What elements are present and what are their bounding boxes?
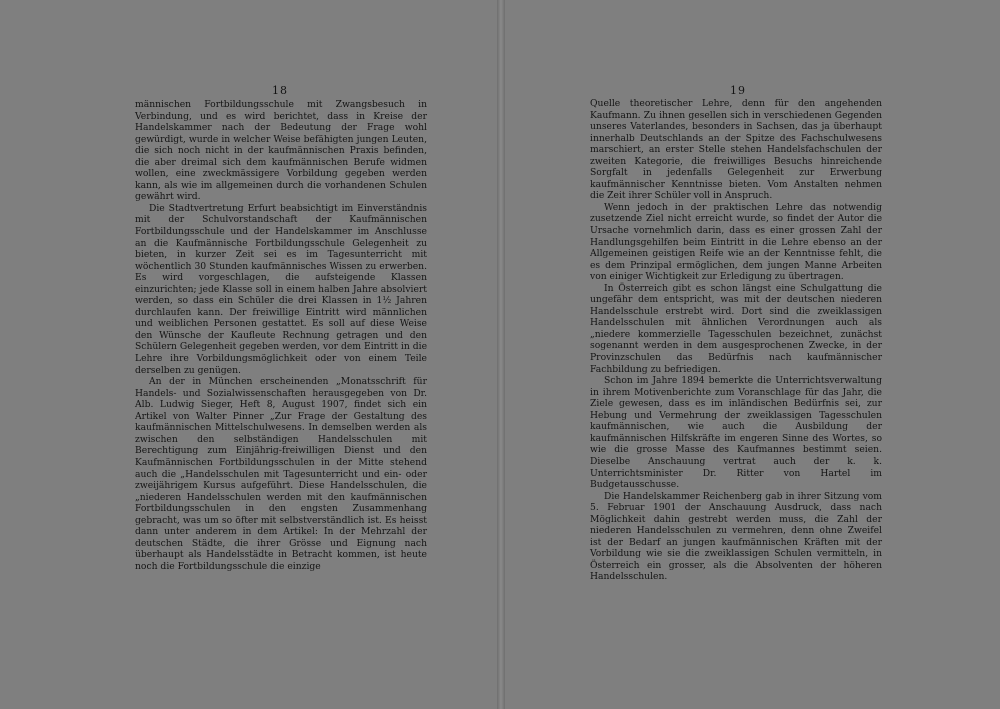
paragraph: Schon im Jahre 1894 bemerkte die Unterrichtsverwaltung in ihrem Motivenberichte zum Voranschlage für das Jahr, die Ziele gewesen, dass es im inländischen Bedürfnis sei, zur Hebung und Vermehrung der zweiklassigen Tagesschulen kaufmännischen, wie auch die Ausbildung der kaufmännischen Hilfskräfte im engeren Sinne des Wortes, so wie die grosse Masse des Kaufmannes bestimmt seien. Dieselbe Anschauung vertrat auch der k. k. Unterrichtsminister Dr. Ritter von Hartel im Budgetausschusse.	[590, 375, 882, 491]
paragraph: Wenn jedoch in der praktischen Lehre das notwendig zusetzende Ziel nicht erreicht wurde, so findet der Autor die Ursache vornehmlich darin, dass es einer grossen Zahl der Handlungsgehilfen beim Eintritt in die Lehre ebenso an der Allgemeinen geistigen Reife wie an der Kenntnisse fehlt, die es dem Prinzipal ermöglichen, dem jungen Manne Arbeiten von einiger Wichtigkeit zur Erledigung zu übertragen.	[590, 201, 882, 283]
page-number-left: 18	[272, 84, 288, 97]
page-number-right: 19	[730, 84, 746, 97]
paragraph: Die Handelskammer Reichenberg gab in ihrer Sitzung vom 5. Februar 1901 der Anschauung Ausdruck, dass nach Möglichkeit dahin gestrebt werden muss, die Zahl der niederen Handelsschulen zu vermehren, denn ohne Zweifel ist der Bedarf an jungen kaufmännischen Kräften mit der Vorbildung wie sie die zweiklassigen Schulen vermitteln, in Österreich ein grosser, als die Absolventen der höheren Handelsschulen.	[590, 490, 882, 583]
paragraph: Die Stadtvertretung Erfurt beabsichtigt im Einverständnis mit der Schulvorstandschaft der Kaufmännischen Fortbildungsschule und der Handelskammer im Anschlusse an die Kaufmännische Fortbildungsschule Gelegenheit zu bieten, in kurzer Zeit sei es im Tagesunterricht mit wöchentlich 30 Stunden kaufmännisches Wissen zu erwerben. Es wird vorgeschlagen, die aufsteigende Klassen einzurichten; jede Klasse soll in einem halben Jahre absolviert werden, so dass ein Schüler die drei Klassen in 1½ Jahren durchlaufen kann. Der freiwillige Eintritt wird männlichen und weiblichen Personen gestattet. Es soll auf diese Weise den Wünsche der Kaufleute Rechnung getragen und den Schülern Gelegenheit gegeben werden, vor dem Eintritt in die Lehre ihre Vorbildungsmöglichkeit oder von einem Teile derselben zu genügen.	[135, 202, 427, 376]
paragraph: männischen Fortbildungsschule mit Zwangsbesuch in Verbindung, und es wird berichtet, dass in Kreise der Handelskammer nach der Bedeutung der Frage wohl gewürdigt, wurde in welcher Weise befähigten jungen Leuten, die sich noch nicht in der kaufmännischen Praxis befinden, die aber dreimal sich dem kaufmännischen Berufe widmen wollen, eine zweckmässigere Vorbildung gegeben werden kann, als wie im allgemeinen durch die vorhandenen Schulen gewährt wird.	[135, 99, 427, 203]
book-gutter	[497, 0, 505, 709]
paragraph: An der in München erscheinenden „Monatsschrift für Handels- und Sozialwissenschaften herausgegeben von Dr. Alb. Ludwig Sieger, Heft 8, August 1907, findet sich ein Artikel von Walter Pinner „Zur Frage der Gestaltung des kaufmännischen Mittelschulwesens. In demselben werden als zwischen den selbständigen Handelsschulen mit Berechtigung zum Einjährig-freiwilligen Dienst und den Kaufmännischen Fortbildungsschulen in der Mitte stehend auch die „Handelsschulen mit Tagesunterricht und ein- oder zweijährigem Kursus aufgeführt. Diese Handelsschulen, die „niederen Handelsschulen werden mit den kaufmännischen Fortbildungsschulen in den engsten Zusammenhang gebracht, was um so öfter mit selbstverständlich ist. Es heisst dann unter anderem in dem Artikel: In der Mehrzahl der deutschen Städte, die ihrer Grösse und Eignung nach überhaupt als Handelsstädte in Betracht kommen, ist heute noch die Fortbildungsschule die einzige	[135, 376, 427, 572]
paragraph: Quelle theoretischer Lehre, denn für den angehenden Kaufmann. Zu ihnen gesellen sich in verschiedenen Gegenden unseres Vaterlandes, besonders in Sachsen, das ja überhaupt innerhalb Deutschlands an der Spitze des Fachschulwesens marschiert, an erster Stelle stehen Handelsfachschulen der zweiten Kategorie, die freiwilliges Besuchs hinreichende Sorgfalt in jedenfalls Gelegenheit zur Erwerbung kaufmännischer Kenntnisse bieten. Vom Anstalten nehmen die Zeit ihrer Schüler voll in Anspruch.	[590, 98, 882, 202]
right-page-text	[590, 98, 882, 583]
paragraph: In Österreich gibt es schon längst eine Schulgattung die ungefähr dem entspricht, was mit der deutschen niederen Handelsschule erstrebt wird. Dort sind die zweiklassigen Handelsschulen mit ähnlichen Verordnungen auch als „niedere kommerzielle Tagesschulen bezeichnet, zunächst sogenannt werden in dem ausgesprochenen Zwecke, in der Provinzschulen das Bedürfnis nach kaufmännischer Fachbildung zu befriedigen.	[590, 282, 882, 375]
left-page-text	[135, 99, 427, 572]
